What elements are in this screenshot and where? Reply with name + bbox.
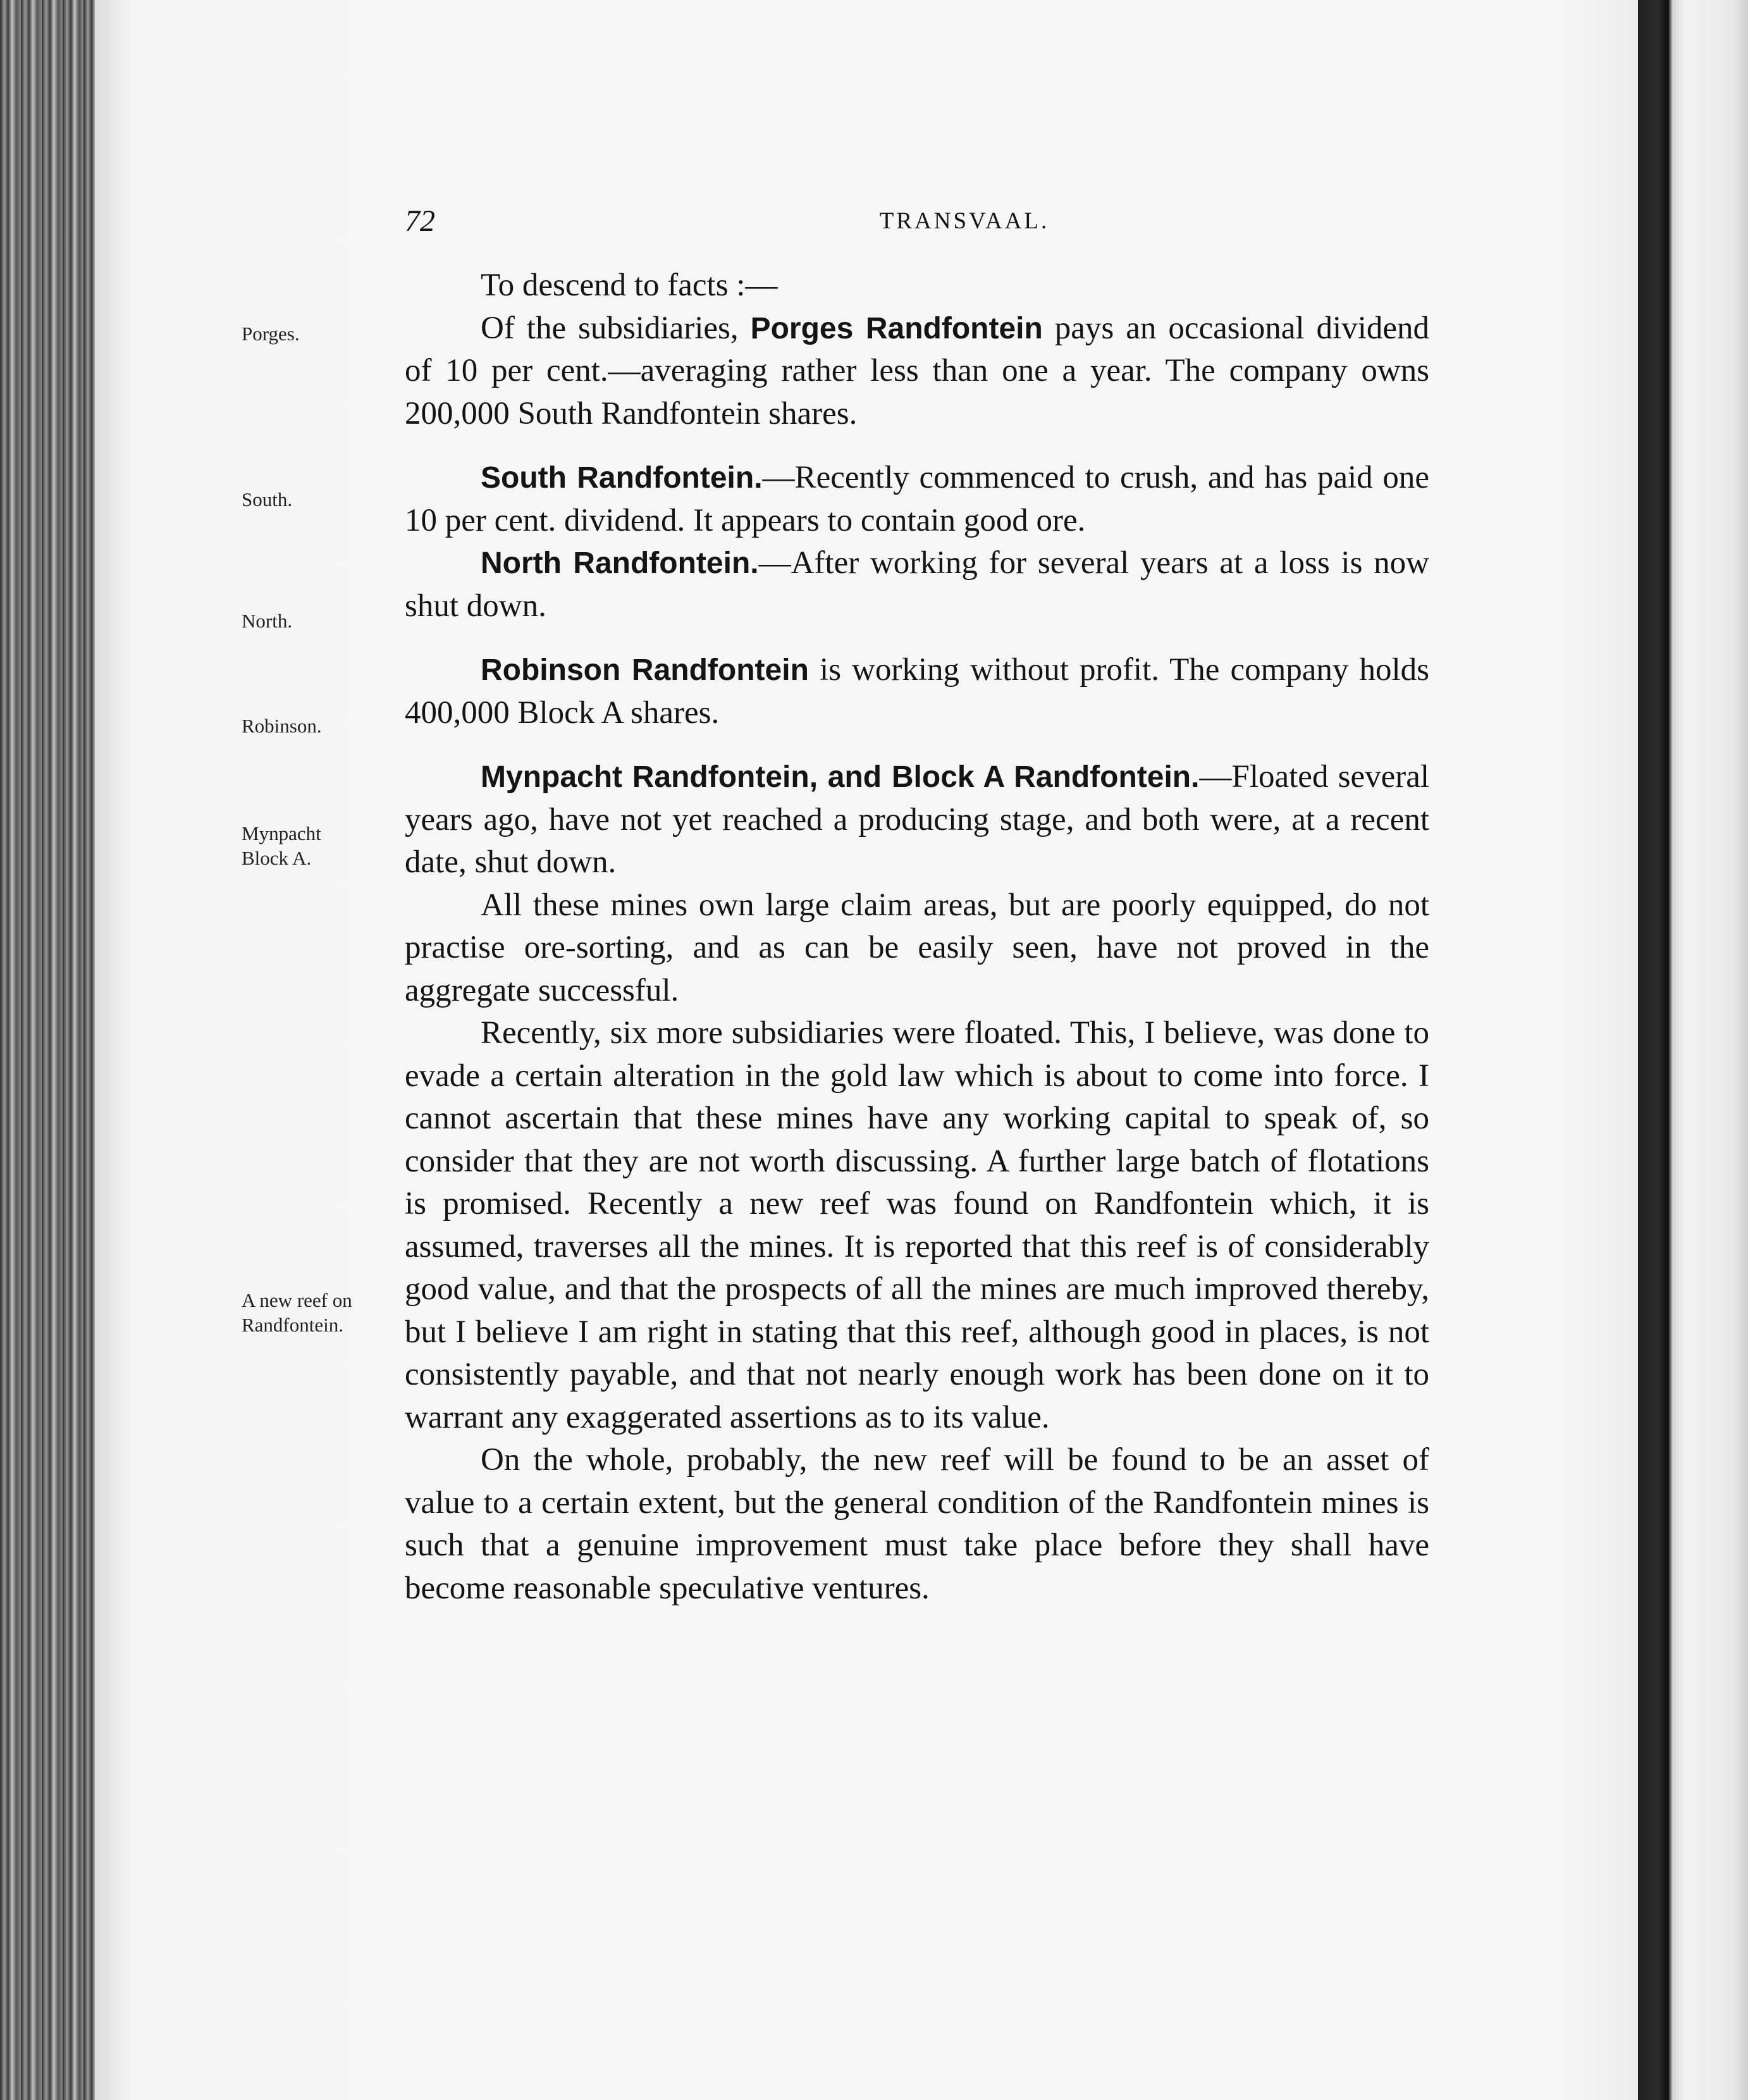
paragraph-new-reef-text: Recently, six more subsidiaries were floated. This, I believe, was done to evade a certain alteration in the gold law which is about to come into force. I cannot ascertain that these mines have any working capital to speak of, so consider that they are not worth discussing. A further large batch of flotations is promised. Recently a new reef was found on Randfontein which, it is assumed, traverses all the mines. It is reported that this reef is of considerably good value, and that the prospects of all the mines are much improved thereby, but I believe I am right in stating that this reef, although good in places, is not consistently payable, and that not nearly enough work has been done on it to warrant any exaggerated assertions as to its value.	[405, 1015, 1429, 1435]
paragraph-south-text: —Recently commenced to crush, and has paid one 10 per cent. dividend. It appears to contain good ore.	[405, 460, 1429, 538]
book-binding-edge	[0, 0, 95, 2100]
paragraph-mynpacht	[405, 756, 1429, 884]
margin-note-robinson: Robinson.	[242, 715, 322, 737]
paragraph-mynpacht-text: —Floated several years ago, have not yet reached a producing stage, and both were, at a recent date, shut down.	[405, 759, 1430, 880]
south-randfontein-heading: South Randfontein.	[481, 461, 763, 495]
paragraph-south	[405, 457, 1429, 542]
paragraph-robinson	[405, 649, 1429, 734]
margin-note-new-reef-line2: Randfontein.	[242, 1314, 343, 1336]
page-number: 72	[405, 204, 435, 238]
porges-randfontein-heading: Porges Randfontein	[750, 311, 1043, 345]
paragraph-claim-areas-text: All these mines own large claim areas, but are poorly equipped, do not practise ore-sorting, and as can be easily seen, have not proved in the aggregate successful.	[405, 887, 1429, 1008]
running-head	[405, 204, 1429, 248]
paragraph-north	[405, 542, 1429, 627]
paragraph-new-reef	[405, 1012, 1429, 1439]
mynpacht-randfontein-heading: Mynpacht Randfontein, and Block A Randfontein.	[481, 760, 1200, 794]
robinson-randfontein-heading: Robinson Randfontein	[481, 653, 809, 687]
margin-note-mynpacht	[242, 821, 393, 870]
north-randfontein-heading: North Randfontein.	[481, 547, 759, 580]
margin-note-porges: Porges.	[242, 323, 300, 345]
paragraph-north-text: —After working for several years at a loss is now shut down.	[405, 545, 1429, 624]
paragraph-porges-text: pays an occasional dividend of 10 per cent.—averaging rather less than one a year. The company owns 200,000 South Randfontein shares.	[405, 310, 1430, 431]
paragraph-porges	[405, 307, 1429, 436]
margin-note-south: South.	[242, 488, 293, 510]
margin-note-new-reef-line1: A new reef on	[242, 1289, 352, 1311]
paragraph-conclusion	[405, 1439, 1429, 1610]
margin-note-new-reef	[242, 1288, 393, 1337]
margin-note-mynpacht-line2: Block A.	[242, 847, 312, 869]
paragraph-conclusion-text: On the whole, probably, the new reef will be found to be an asset of value to a certain extent, but the general condition of the Randfontein mines is such that a genuine improvement must take place before they shall have become reasonable speculative ventures.	[405, 1442, 1429, 1606]
paragraph-porges-lead: Of the subsidiaries,	[481, 310, 751, 346]
margin-note-mynpacht-line1: Mynpacht	[242, 822, 321, 844]
margin-note-north: North.	[242, 610, 293, 632]
paragraph-intro-text: To descend to facts :—	[481, 268, 778, 303]
paragraph-robinson-text: is working without profit. The company holds 400,000 Block A shares.	[405, 652, 1429, 731]
body-text	[405, 264, 1429, 1610]
header-title: TRANSVAAL.	[879, 208, 1050, 234]
paragraph-claim-areas	[405, 884, 1429, 1013]
page-edge-right	[1638, 0, 1748, 2100]
paragraph-intro	[405, 264, 1429, 307]
